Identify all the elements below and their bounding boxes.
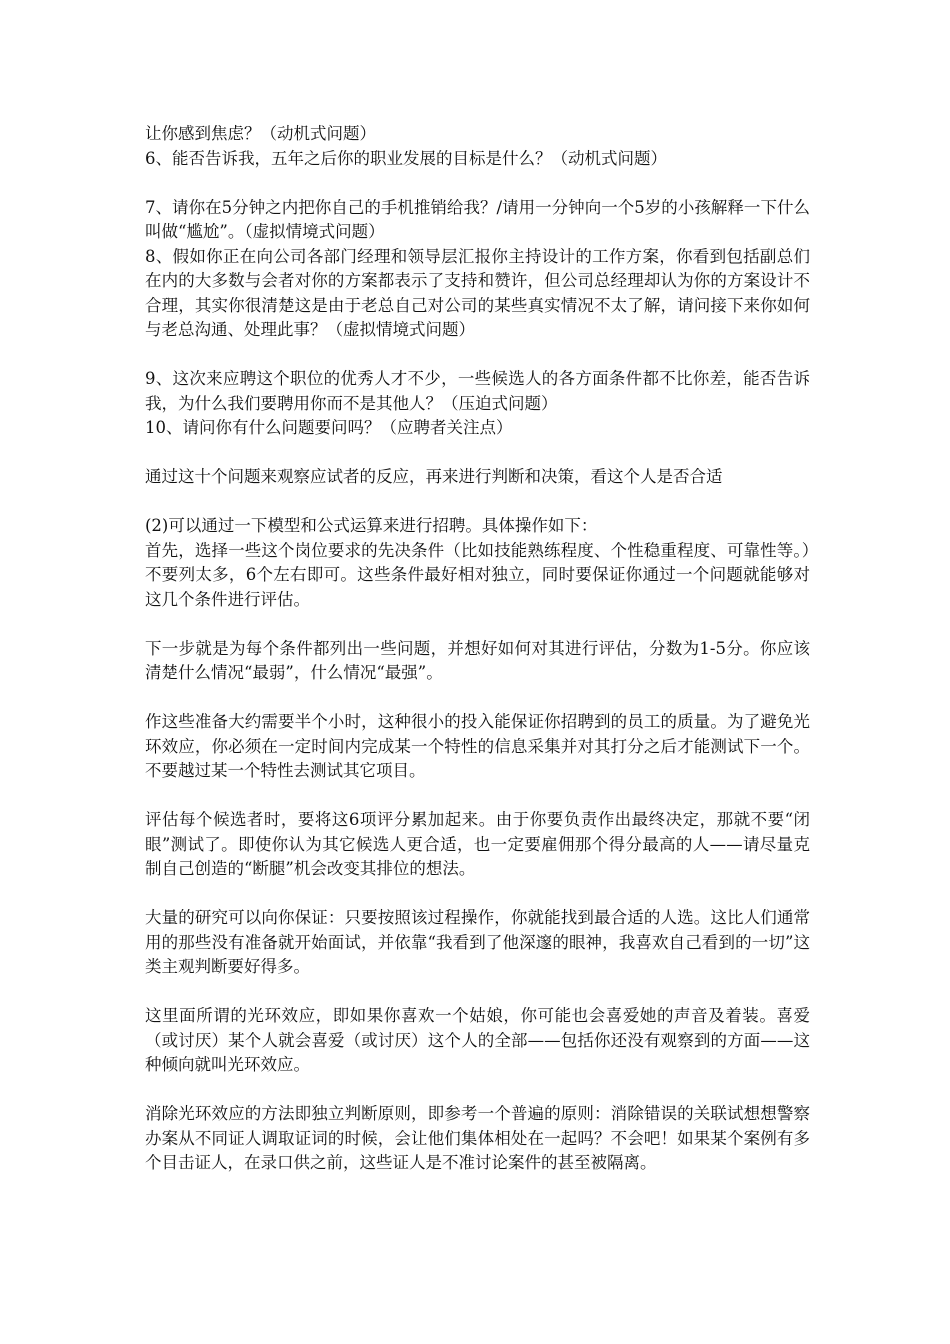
question-9: 9、这次来应聘这个职位的优秀人才不少，一些候选人的各方面条件都不比你差，能否告诉我，为什么我们要聘用你而不是其他人？（压迫式问题） [145,369,810,413]
paragraph-gap [145,171,810,196]
paragraph-gap [145,1078,810,1103]
research-paragraph: 大量的研究可以向你保证：只要按照该过程操作，你就能找到最合适的人选。这比人们通常用的那些没有准备就开始面试，并依靠“我看到了他深邃的眼神，我喜欢自己看到的一切”这类主观判断要好得多。 [145,908,810,976]
paragraph-gap [145,490,810,515]
paragraph-gap [145,612,810,637]
paragraph-gap [145,343,810,368]
step-next-paragraph: 下一步就是为每个条件都列出一些问题，并想好如何对其进行评估，分数为1-5分。你应该清楚什么情况“最弱”，什么情况“最强”。 [145,638,810,682]
preparation-paragraph: 作这些准备大约需要半个小时，这种很小的投入能保证你招聘到的员工的质量。为了避免光环效应，你必须在一定时间内完成某一个特性的信息采集并对其打分之后才能测试下一个。不要越过某一个特性去测试其它项目。 [145,712,810,780]
method-heading: (2)可以通过一下模型和公式运算来进行招聘。具体操作如下： [145,516,598,535]
question-6: 6、能否告诉我，五年之后你的职业发展的目标是什么？（动机式问题） [145,148,667,168]
evaluation-paragraph: 评估每个候选者时，要将这6项评分累加起来。由于你要负责作出最终决定，那就不要“闭眼”测试了。即使你认为其它候选人更合适，也一定要雇佣那个得分最高的人——请尽量克制自己创造的“断腿”机会改变其排位的想法。 [145,810,810,878]
paragraph-gap [145,441,810,466]
halo-effect-paragraph: 这里面所谓的光环效应，即如果你喜欢一个姑娘，你可能也会喜爱她的声音及着装。喜爱（或讨厌）某个人就会喜爱（或讨厌）这个人的全部——包括你还没有观察到的方面——这种倾向就叫光环效应。 [145,1006,810,1074]
question-7: 7、请你在5分钟之内把你自己的手机推销给我？/请用一分钟向一个5岁的小孩解释一下什么叫做“尴尬”。（虚拟情境式问题） [145,197,810,241]
paragraph-gap [145,882,810,907]
paragraph-gap [145,784,810,809]
paragraph-line: 让你感到焦虑？（动机式问题） [145,124,376,143]
paragraph-gap [145,686,810,711]
independent-judgment-paragraph: 消除光环效应的方法即独立判断原则，即参考一个普遍的原则：消除错误的关联试想想警察办案从不同证人调取证词的时候，会让他们集体相处在一起吗？不会吧！如果某个案例有多个目击证人，在录口供之前，这些证人是不准讨论案件的甚至被隔离。 [145,1104,810,1172]
document-body [145,122,810,1176]
question-10: 10、请问你有什么问题要问吗？（应聘者关注点） [145,418,513,437]
paragraph-gap [145,980,810,1005]
step-first-paragraph: 首先，选择一些这个岗位要求的先决条件（比如技能熟练程度、个性稳重程度、可靠性等。）不要列太多，6个左右即可。这些条件最好相对独立，同时要保证你通过一个问题就能够对这几个条件进行评估。 [145,540,810,609]
summary-paragraph: 通过这十个问题来观察应试者的反应，再来进行判断和决策，看这个人是否合适 [145,467,723,486]
question-8: 8、假如你正在向公司各部门经理和领导层汇报你主持设计的工作方案，你看到包括副总们在内的大多数与会者对你的方案都表示了支持和赞许，但公司总经理却认为你的方案设计不合理，其实你很清楚这是由于老总自己对公司的某些真实情况不太了解，请问接下来你如何与老总沟通、处理此事？（虚拟情境式问题） [145,246,810,339]
